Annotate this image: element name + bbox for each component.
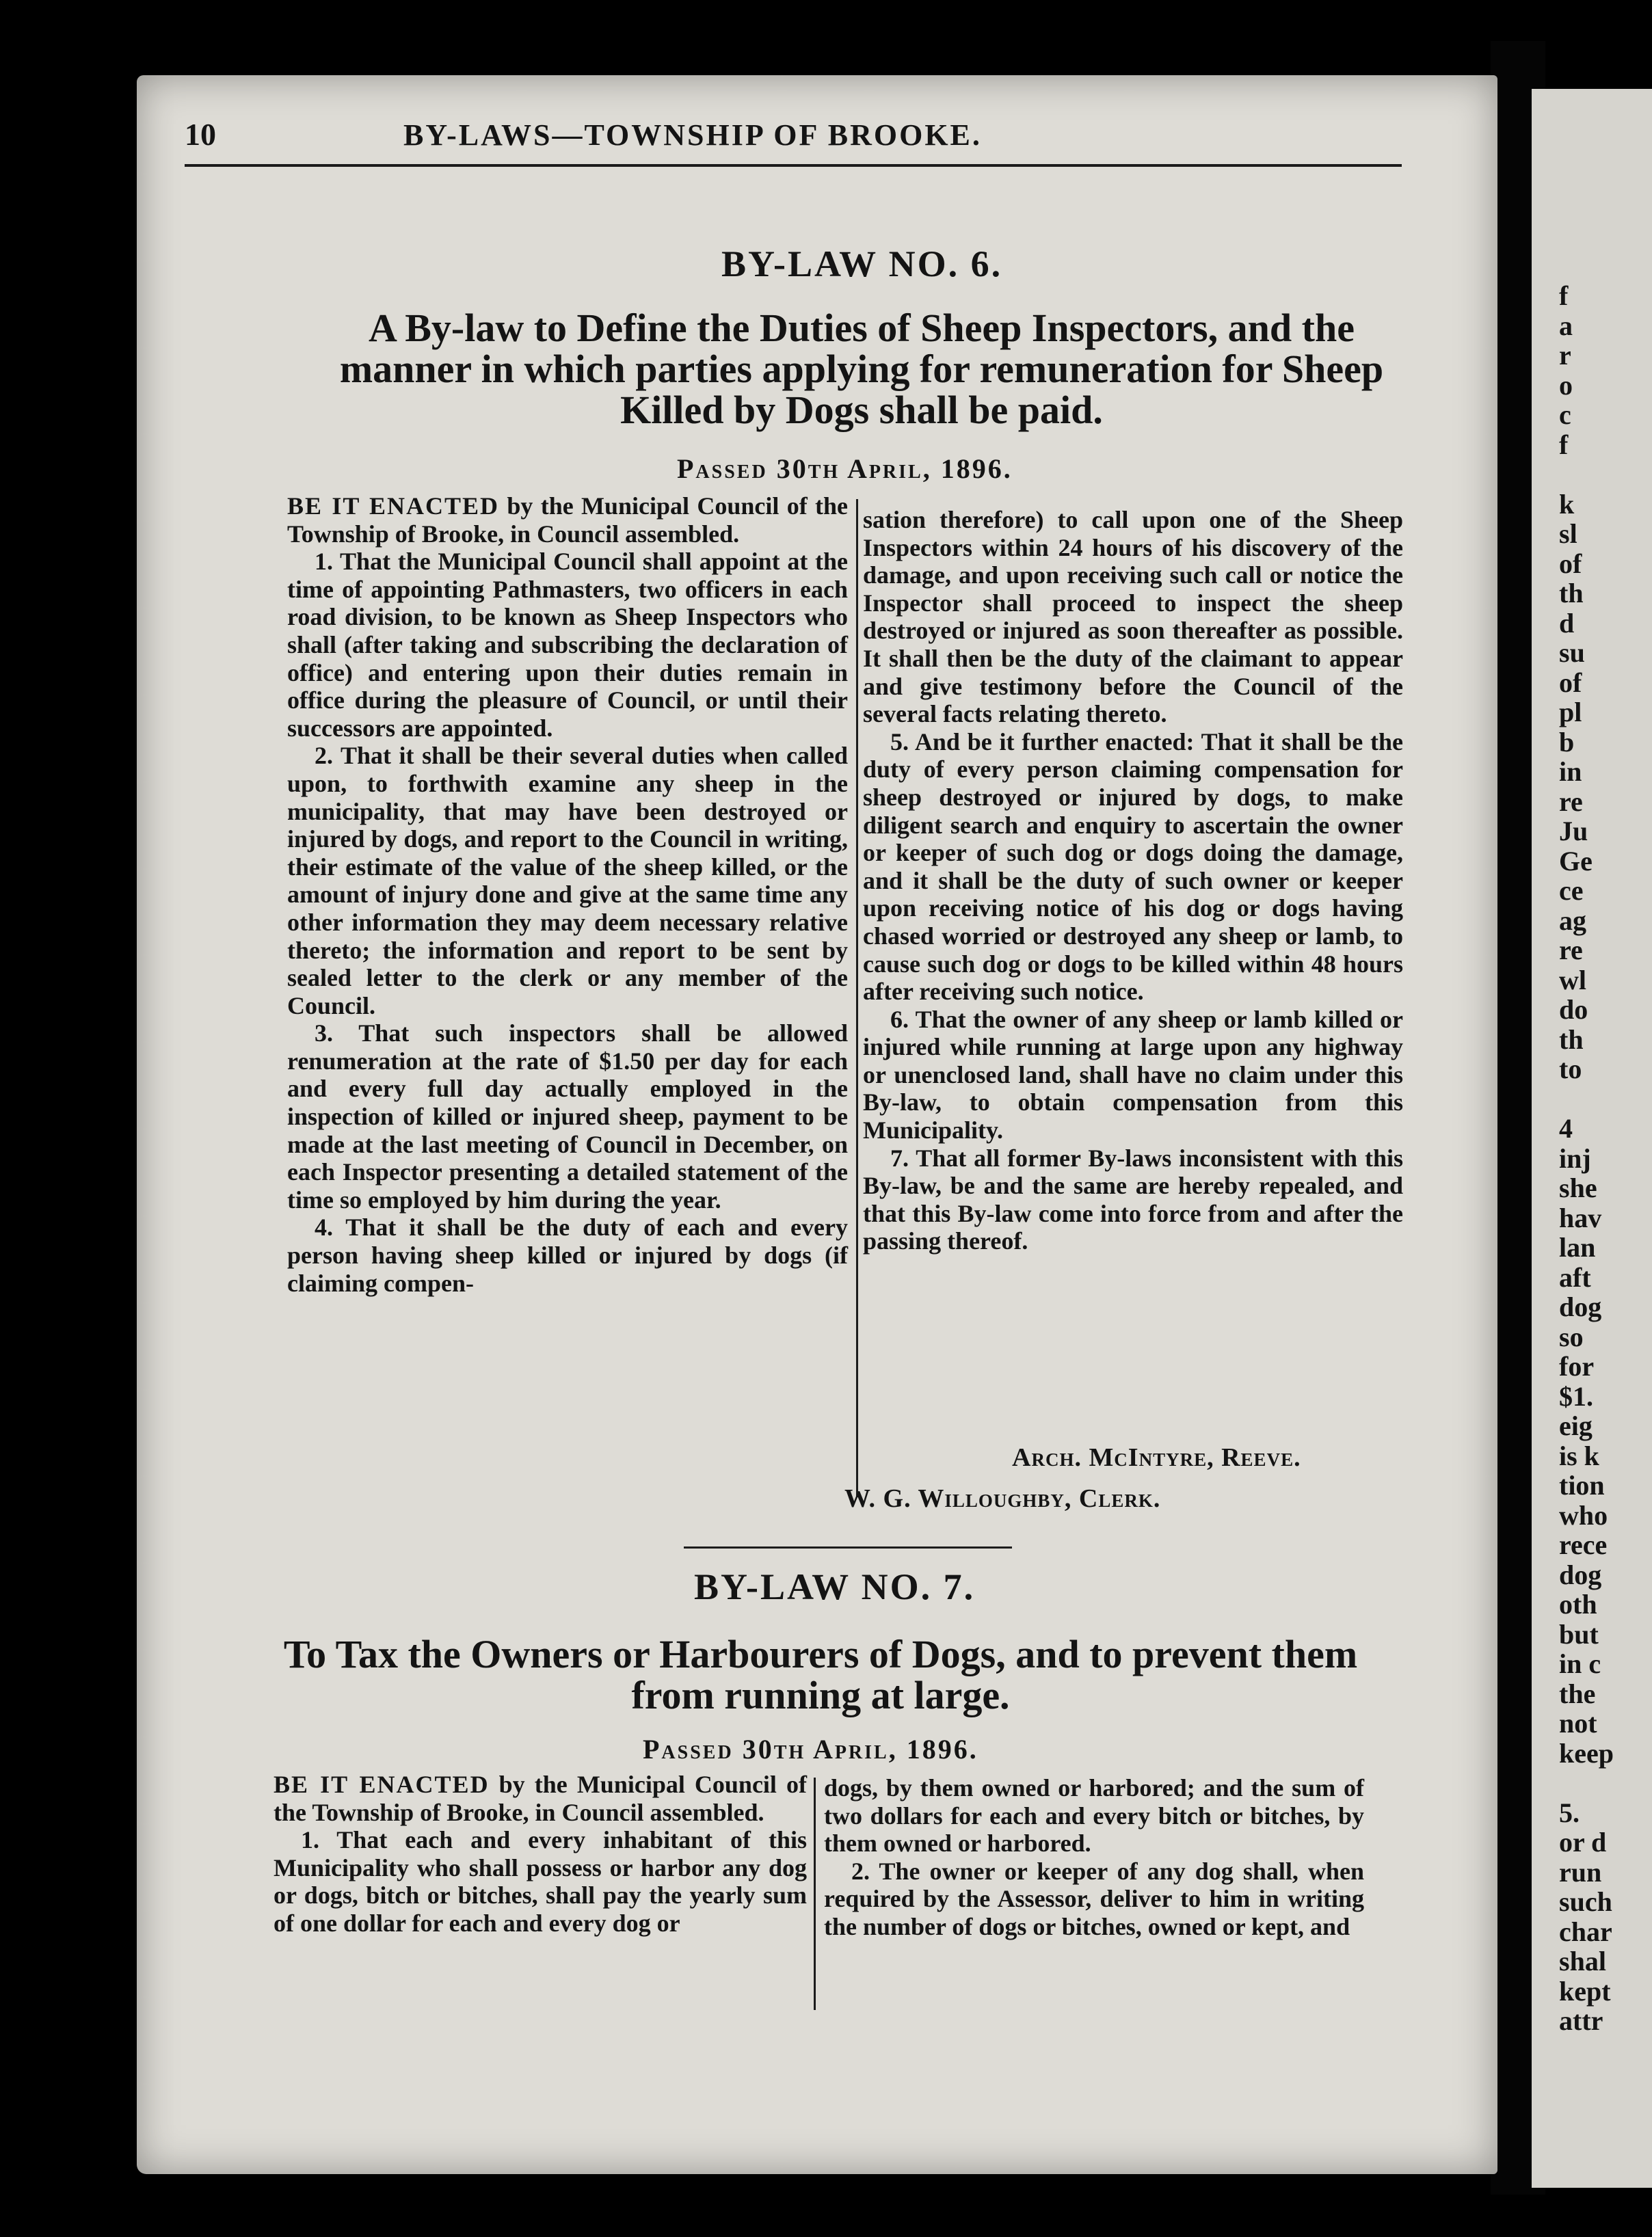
adjacent-page-text-fragment: in: [1559, 756, 1582, 787]
page-header: [185, 103, 1402, 167]
bylaw7-section-2: 2. The owner or keeper of any dog shall, when required by the Assessor, deliver to him in writing the number of dogs or bitches, owned or kept, and: [824, 1857, 1364, 1940]
adjacent-page-text-fragment: but: [1559, 1618, 1599, 1650]
bylaw6-enacting-clause: BE IT ENACTED by the Municipal Council of the Township of Brooke, in Council assembled.: [287, 492, 849, 548]
adjacent-page-text-fragment: so: [1559, 1321, 1584, 1352]
adjacent-page-text-fragment: sl: [1559, 518, 1577, 549]
running-title: BY-LAWS—TOWNSHIP OF BROOKE.: [403, 118, 982, 152]
adjacent-page-text-fragment: re: [1559, 786, 1583, 817]
adjacent-page-text-fragment: oth: [1559, 1589, 1597, 1620]
adjacent-page-text-fragment: kept: [1559, 1975, 1611, 2007]
adjacent-page-text-fragment: f: [1559, 429, 1569, 460]
adjacent-page-text-fragment: c: [1559, 399, 1571, 430]
adjacent-page-text-fragment: of: [1559, 667, 1582, 698]
adjacent-page-text-fragment: to: [1559, 1054, 1582, 1084]
adjacent-page-text-fragment: inj: [1559, 1142, 1591, 1174]
adjacent-page-text-fragment: she: [1559, 1173, 1597, 1203]
bylaw7-title: BY-LAW NO. 7.: [694, 1566, 976, 1607]
adjacent-page-text-fragment: th: [1559, 1023, 1584, 1055]
adjacent-page-text-fragment: do: [1559, 994, 1588, 1025]
adjacent-page-text-fragment: eig: [1559, 1410, 1593, 1441]
adjacent-page-text-fragment: rece: [1559, 1529, 1608, 1560]
bylaw7-enacting-clause: BE IT ENACTED by the Municipal Council of the Township of Brooke, in Council assembled.: [274, 1771, 807, 1826]
adjacent-page-text-fragment: run: [1559, 1856, 1602, 1888]
reeve-signature: Arch. McIntyre, Reeve.: [1012, 1443, 1301, 1472]
bylaw6-section-3: 3. That such inspectors shall be allowed renumeration at the rate of $1.50 per day for each and every full day actually employed in the inspection of killed or injured sheep, payment to be made at the last meeting of Council in December, on each Inspector presenting a detailed statement of the time so employed by him during the year.: [287, 1019, 848, 1214]
bylaw7-left-column: [274, 1771, 807, 1938]
adjacent-page-text-fragment: ag: [1559, 905, 1586, 936]
adjacent-page-text-fragment: re: [1559, 935, 1583, 965]
adjacent-page-text-fragment: dog: [1559, 1559, 1602, 1590]
adjacent-page-text-fragment: pl: [1559, 697, 1582, 727]
bylaw6-section-7: 7. That all former By-laws inconsistent with this By-law, be and the same are hereby repealed, and that this By-law come into force from and after the passing thereof.: [863, 1144, 1403, 1255]
adjacent-page-text-fragment: aft: [1559, 1261, 1591, 1293]
adjacent-page-text-fragment: su: [1559, 637, 1585, 668]
bylaw6-section-4-continued: sation therefore) to call upon one of the Sheep Inspectors within 24 hours of his discovery of the damage, and upon receiving such call or notice the Inspector shall proceed to inspect the sheep destroyed or injured as soon thereafter as possible. It shall then be the duty of the claimant to appear and give testimony before the Council of the several facts relating thereto.: [863, 506, 1403, 728]
bylaw6-section-4: 4. That it shall be the duty of each and every person having sheep killed or injured by dogs (if claiming compen-: [287, 1214, 848, 1297]
bylaw7-passed-date: Passed 30th April, 1896.: [643, 1734, 978, 1765]
adjacent-page-text-fragment: Ju: [1559, 816, 1588, 846]
clerk-signature: W. G. Willoughby, Clerk.: [844, 1484, 1161, 1513]
adjacent-page-text-fragment: of: [1559, 548, 1582, 579]
bylaw6-section-6: 6. That the owner of any sheep or lamb killed or injured while running at large upon any highway or unenclosed land, shall have no claim under this By-law, to obtain compensation from this Municipality.: [863, 1005, 1403, 1144]
adjacent-page-text-fragment: 5.: [1559, 1797, 1580, 1828]
adjacent-page-text-fragment: th: [1559, 578, 1584, 608]
adjacent-page-text-fragment: o: [1559, 369, 1573, 401]
bylaw6-right-column: [863, 506, 1403, 1255]
bylaw6-title: BY-LAW NO. 6.: [721, 243, 1003, 284]
bylaw6-section-2: 2. That it shall be their several duties when called upon, to forthwith examine any sheep in the municipality, that may have been destroyed or injured by dogs, and report to the Council in writing, their estimate of the value of the sheep killed, or the amount of injury done and give at the same time any other information they may deem necessary relative thereto; the information and report to be sent by sealed letter to the clerk or any member of the Council.: [287, 742, 848, 1019]
adjacent-page-text-fragment: the: [1559, 1678, 1596, 1709]
adjacent-page-text-fragment: r: [1559, 340, 1571, 371]
bylaw7-section-1-continued: dogs, by them owned or harbored; and the sum of two dollars for each and every bitch or bitches, by them owned or harbored.: [824, 1774, 1364, 1858]
adjacent-page-text-fragment: attr: [1559, 2005, 1603, 2036]
adjacent-page-text-fragment: who: [1559, 1499, 1608, 1531]
page-number: 10: [185, 117, 216, 152]
adjacent-page-text-fragment: dog: [1559, 1291, 1602, 1322]
adjacent-page-text-fragment: shal: [1559, 1946, 1606, 1977]
adjacent-page-text-fragment: d: [1559, 607, 1575, 639]
bylaw6-left-column: [287, 492, 848, 1297]
adjacent-page-text-fragment: in c: [1559, 1648, 1601, 1679]
bylaw6-column-divider: [856, 499, 858, 1497]
section-divider: [684, 1546, 1012, 1549]
adjacent-page-text-fragment: or d: [1559, 1827, 1607, 1858]
adjacent-page-text-fragment: b: [1559, 726, 1575, 758]
adjacent-page-text-fragment: for: [1559, 1351, 1595, 1382]
adjacent-page-text-fragment: $1.: [1559, 1380, 1593, 1412]
bylaw6-heading: A By-law to Define the Duties of Sheep Inspectors, and the manner in which parties applying for remuneration for Sheep Killed by Dogs shall be paid.: [339, 306, 1384, 432]
adjacent-page-text-fragment: not: [1559, 1708, 1597, 1739]
adjacent-page-text-fragment: keep: [1559, 1737, 1614, 1769]
bylaw7-heading: To Tax the Owners or Harbourers of Dogs, and to prevent them from running at large.: [283, 1632, 1358, 1717]
adjacent-page-text-fragment: k: [1559, 488, 1575, 520]
adjacent-page-text-fragment: 4: [1559, 1113, 1573, 1144]
adjacent-page-text-fragment: hav: [1559, 1202, 1602, 1233]
adjacent-page-text-fragment: char: [1559, 1916, 1612, 1947]
bylaw6-section-1: 1. That the Municipal Council shall appoint at the time of appointing Pathmasters, two officers in each road division, to be known as Sheep Inspectors who shall (after taking and subscribing the declaration of office) and entering upon their duties remain in office during the pleasure of Council, or until their successors are appointed.: [287, 548, 848, 742]
bylaw7-column-divider: [814, 1778, 816, 2010]
adjacent-page-text-fragment: a: [1559, 310, 1573, 341]
adjacent-page-text-fragment: is k: [1559, 1440, 1599, 1471]
adjacent-page-text-fragment: wl: [1559, 964, 1586, 995]
adjacent-page-text-fragment: f: [1559, 280, 1569, 311]
bylaw7-section-1: 1. That each and every inhabitant of this Municipality who shall possess or harbor any dog or dogs, bitch or bitches, shall pay the yearly sum of one dollar for each and every dog or: [274, 1826, 807, 1937]
adjacent-page-text-fragment: lan: [1559, 1232, 1596, 1263]
adjacent-page-text-fragment: such: [1559, 1886, 1612, 1917]
adjacent-page-text-fragment: Ge: [1559, 845, 1593, 876]
adjacent-page-text-fragment: ce: [1559, 875, 1584, 906]
adjacent-page-text-fragment: tion: [1559, 1470, 1605, 1501]
bylaw6-section-5: 5. And be it further enacted: That it shall be the duty of every person claiming compensation for sheep destroyed or injured by dogs, to make diligent search and enquiry to ascertain the owner or keeper of such dog or dogs doing the damage, and it shall be the duty of such owner or keeper upon receiving notice of his dog or dogs having chased worried or destroyed any sheep or lamb, to cause such dog or dogs to be killed within 48 hours after receiving such notice.: [863, 727, 1403, 1006]
bylaw6-passed-date: Passed 30th April, 1896.: [677, 453, 1013, 484]
adjacent-page-edge: [1532, 89, 1652, 2188]
bylaw7-right-column: [824, 1774, 1364, 1941]
